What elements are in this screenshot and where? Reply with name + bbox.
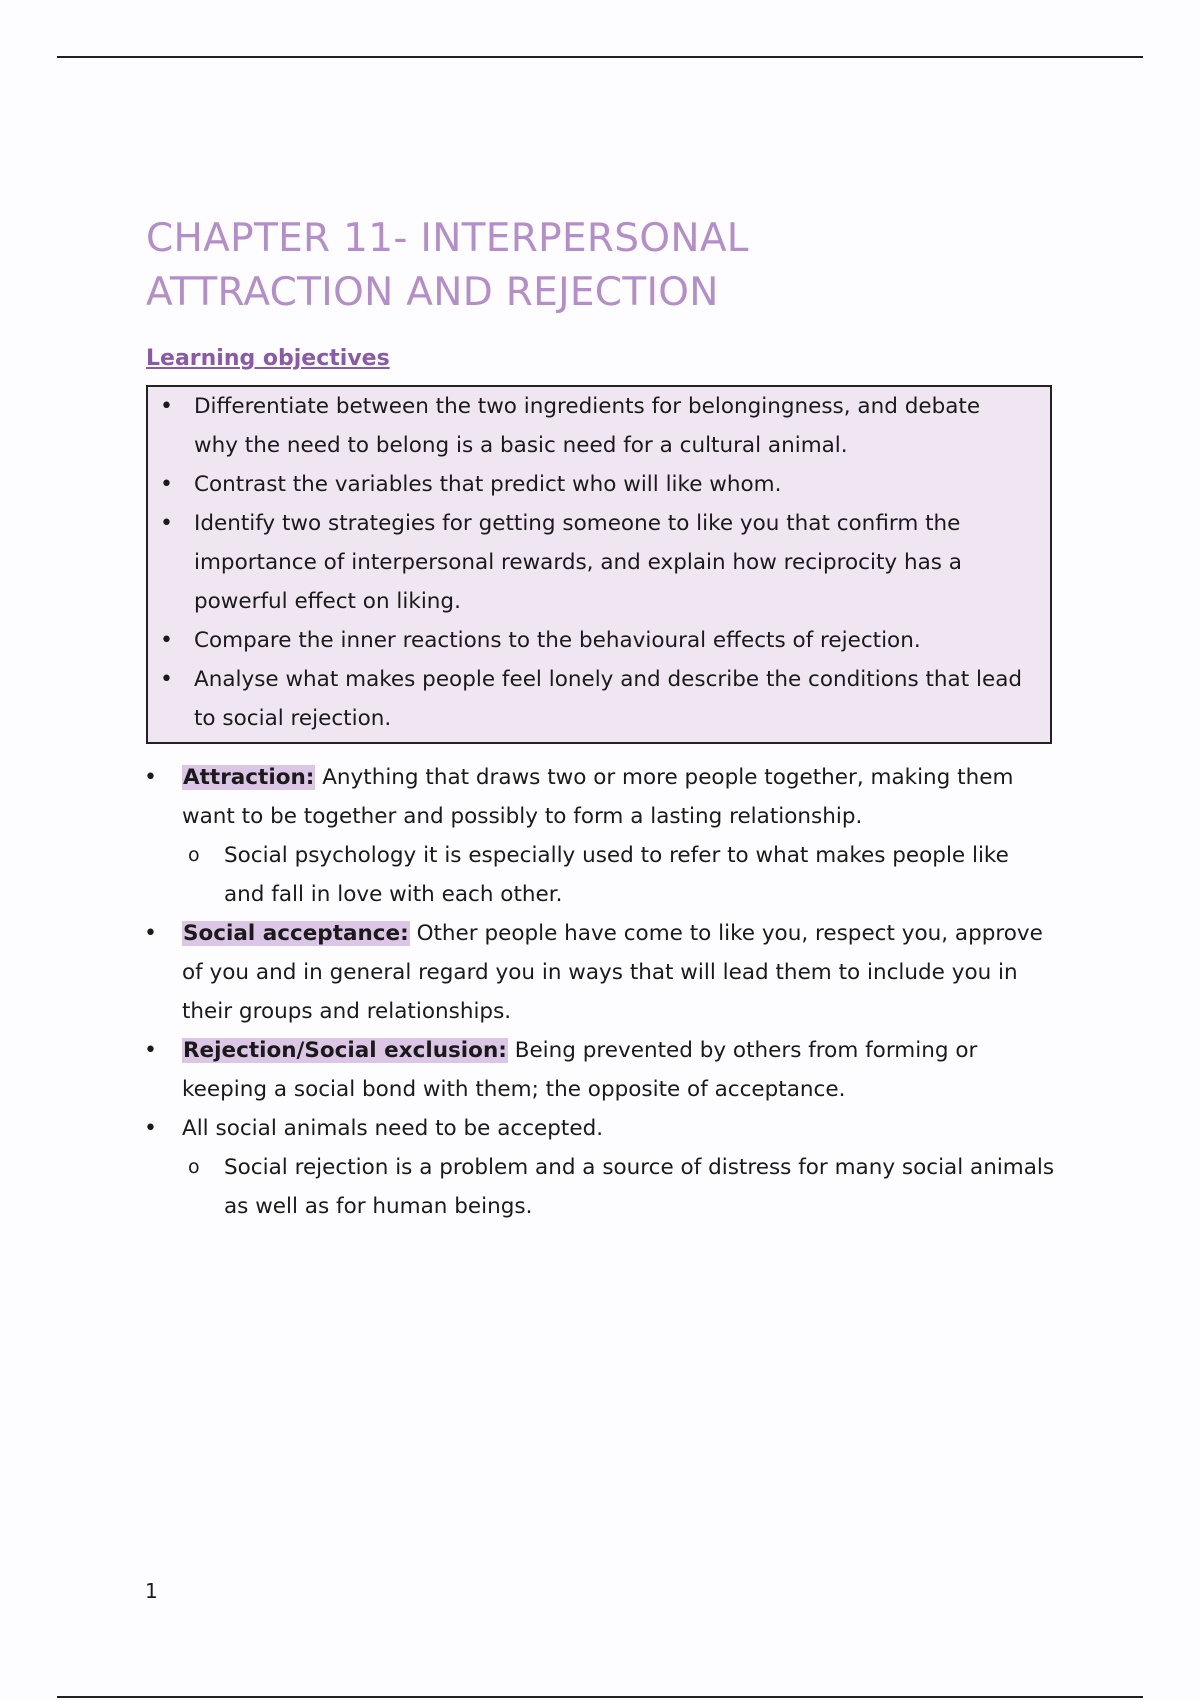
chapter-title bbox=[146, 212, 1056, 320]
sub-item-text: Social psychology it is especially used to refer to what makes people like and fall in love with each other. bbox=[224, 843, 1009, 907]
definition-item-social-acceptance bbox=[146, 914, 1056, 1031]
definition-text: Anything that draws two or more people together, making them want to be together and possibly to form a lasting relationship. bbox=[182, 765, 1014, 829]
list-item-text: All social animals need to be accepted. bbox=[182, 1116, 604, 1141]
objective-text: Contrast the variables that predict who will like whom. bbox=[194, 472, 782, 497]
bullet-icon: • bbox=[160, 628, 173, 653]
definition-term: Social acceptance: bbox=[183, 921, 409, 946]
objective-item bbox=[148, 660, 1050, 738]
bullet-icon: • bbox=[160, 511, 173, 536]
definition-item-rejection bbox=[146, 1031, 1056, 1109]
footer-rule bbox=[57, 1696, 1143, 1698]
sub-list bbox=[182, 836, 1056, 914]
objective-item bbox=[148, 465, 1050, 504]
chapter-title-line-2: ATTRACTION AND REJECTION bbox=[146, 270, 719, 315]
definitions-list bbox=[146, 758, 1056, 1226]
header-rule bbox=[57, 56, 1143, 58]
definition-term: Attraction: bbox=[183, 765, 315, 790]
bullet-icon: • bbox=[144, 765, 157, 790]
objective-text: Compare the inner reactions to the behavioural effects of rejection. bbox=[194, 628, 921, 653]
sub-list bbox=[182, 1148, 1056, 1226]
bullet-icon: • bbox=[144, 921, 157, 946]
sub-item-text: Social rejection is a problem and a source of distress for many social animals as well as for human beings. bbox=[224, 1155, 1055, 1219]
learning-objectives-box bbox=[146, 385, 1052, 744]
definition-text: Other people have come to like you, respect you, approve of you and in general regard you in ways that will lead them to include you in their groups and relationships. bbox=[182, 921, 1043, 1024]
learning-objectives-list bbox=[148, 387, 1050, 738]
objective-text: Differentiate between the two ingredients for belongingness, and debate why the need to belong is a basic need for a cultural animal. bbox=[194, 394, 981, 458]
document-body bbox=[146, 212, 1056, 1226]
objective-item bbox=[148, 621, 1050, 660]
sub-list-item bbox=[182, 1148, 1056, 1226]
bullet-icon: • bbox=[160, 394, 173, 419]
bullet-icon: • bbox=[160, 472, 173, 497]
list-item-social-animals bbox=[146, 1109, 1056, 1226]
objective-item bbox=[148, 504, 1050, 621]
definition-term: Rejection/Social exclusion: bbox=[183, 1038, 507, 1063]
definition-text: Being prevented by others from forming or keeping a social bond with them; the opposite of acceptance. bbox=[182, 1038, 978, 1102]
sub-bullet-icon: o bbox=[188, 1156, 200, 1178]
bullet-icon: • bbox=[160, 667, 173, 692]
bullet-icon: • bbox=[144, 1116, 157, 1141]
sub-bullet-icon: o bbox=[188, 844, 200, 866]
objective-item bbox=[148, 387, 1050, 465]
chapter-title-line-1: CHAPTER 11- INTERPERSONAL bbox=[146, 216, 749, 261]
objective-text: Identify two strategies for getting someone to like you that confirm the importance of interpersonal rewards, and explain how reciprocity has a powerful effect on liking. bbox=[194, 511, 962, 614]
bullet-icon: • bbox=[144, 1038, 157, 1063]
learning-objectives-heading: Learning objectives bbox=[146, 346, 390, 371]
objective-text: Analyse what makes people feel lonely and describe the conditions that lead to social rejection. bbox=[194, 667, 1023, 731]
sub-list-item bbox=[182, 836, 1056, 914]
definition-item-attraction bbox=[146, 758, 1056, 914]
page-number: 1 bbox=[145, 1579, 158, 1603]
